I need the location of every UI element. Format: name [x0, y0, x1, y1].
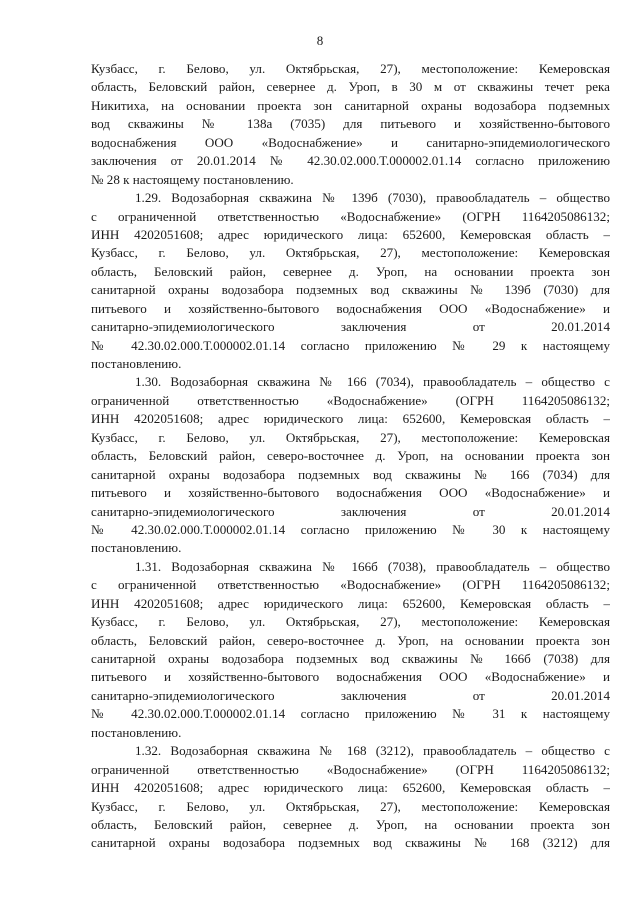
text-line: питьевого и хозяйственно-бытового водоснабжения ООО «Водоснабжение» и: [91, 300, 610, 316]
text-line: ИНН 4202051608; адрес юридического лица: 652600, Кемеровская область –: [91, 411, 610, 427]
text-line: 1.29. Водозаборная скважина № 139б (7030), правообладатель – общество: [135, 190, 610, 206]
text-line: санитарно-эпидемиологического заключения от 20.01.2014: [91, 687, 610, 703]
text-line: санитарной охраны водозабора подземных вод скважины № 168 (3212) для: [91, 835, 610, 851]
text-line: с ограниченной ответственностью «Водоснабжение» (ОГРН 1164205086132;: [91, 577, 610, 593]
text-line: водоснабжения ООО «Водоснабжение» и санитарно-эпидемиологического: [91, 134, 610, 150]
text-line: заключения от 20.01.2014 № 42.30.02.000.Т.000002.01.14 согласно приложению: [91, 153, 610, 169]
text-line: санитарно-эпидемиологического заключения от 20.01.2014: [91, 503, 610, 519]
text-line: область, Беловский район, северо-восточнее д. Уроп, на основании проекта зон: [91, 632, 610, 648]
text-line: область, Беловский район, севернее д. Уроп, в 30 м от скважины течет река: [91, 79, 610, 95]
text-line: № 42.30.02.000.Т.000002.01.14 согласно приложению № 31 к настоящему: [91, 706, 610, 722]
text-line: санитарной охраны водозабора подземных вод скважины № 166 (7034) для: [91, 466, 610, 482]
text-line: ограниченной ответственностью «Водоснабжение» (ОГРН 1164205086132;: [91, 392, 610, 408]
text-line: Кузбасс, г. Белово, ул. Октябрьская, 27), местоположение: Кемеровская: [91, 245, 610, 261]
text-line: Кузбасс, г. Белово, ул. Октябрьская, 27), местоположение: Кемеровская: [91, 429, 610, 445]
text-line: санитарной охраны водозабора подземных вод скважины № 166б (7038) для: [91, 651, 610, 666]
text-line: Кузбасс, г. Белово, ул. Октябрьская, 27), местоположение: Кемеровская: [91, 614, 610, 630]
text-line: № 42.30.02.000.Т.000002.01.14 согласно приложению № 29 к настоящему: [91, 337, 610, 353]
text-line: питьевого и хозяйственно-бытового водоснабжения ООО «Водоснабжение» и: [91, 485, 610, 501]
text-line: ИНН 4202051608; адрес юридического лица: 652600, Кемеровская область –: [91, 595, 610, 611]
text-line: санитарной охраны водозабора подземных вод скважины № 139б (7030) для: [91, 282, 610, 298]
text-line: область, Беловский район, северо-восточнее д. Уроп, на основании проекта зон: [91, 448, 610, 464]
text-line: 1.31. Водозаборная скважина № 166б (7038), правообладатель – общество: [135, 558, 610, 574]
text-line: Никитиха, на основании проекта зон санитарной охраны водозабора подземных: [91, 97, 610, 113]
text-line: ограниченной ответственностью «Водоснабжение» (ОГРН 1164205086132;: [91, 761, 610, 777]
text-line: Кузбасс, г. Белово, ул. Октябрьская, 27), местоположение: Кемеровская: [91, 61, 610, 76]
text-line: область, Беловский район, севернее д. Уроп, на основании проекта зон: [91, 263, 610, 279]
document-body: [91, 60, 610, 853]
text-line: питьевого и хозяйственно-бытового водоснабжения ООО «Водоснабжение» и: [91, 669, 610, 685]
text-line: ИНН 4202051608; адрес юридического лица: 652600, Кемеровская область –: [91, 226, 610, 242]
text-line: ИНН 4202051608; адрес юридического лица: 652600, Кемеровская область –: [91, 780, 610, 796]
text-line: постановлению.: [91, 724, 182, 740]
text-line: постановлению.: [91, 356, 182, 371]
text-line: № 28 к настоящему постановлению.: [91, 171, 294, 187]
text-line: 1.30. Водозаборная скважина № 166 (7034), правообладатель – общество с: [135, 374, 610, 390]
text-line: санитарно-эпидемиологического заключения от 20.01.2014: [91, 319, 610, 335]
page-number: 8: [316, 33, 324, 48]
text-line: с ограниченной ответственностью «Водоснабжение» (ОГРН 1164205086132;: [91, 208, 610, 224]
text-line: вод скважины № 138а (7035) для питьевого и хозяйственно-бытового: [91, 116, 610, 132]
text-line: постановлению.: [91, 540, 182, 556]
text-line: № 42.30.02.000.Т.000002.01.14 согласно приложению № 30 к настоящему: [91, 521, 610, 537]
text-line: 1.32. Водозаборная скважина № 168 (3212), правообладатель – общество с: [135, 743, 610, 759]
text-line: область, Беловский район, севернее д. Уроп, на основании проекта зон: [91, 816, 610, 832]
text-line: Кузбасс, г. Белово, ул. Октябрьская, 27), местоположение: Кемеровская: [91, 798, 610, 814]
